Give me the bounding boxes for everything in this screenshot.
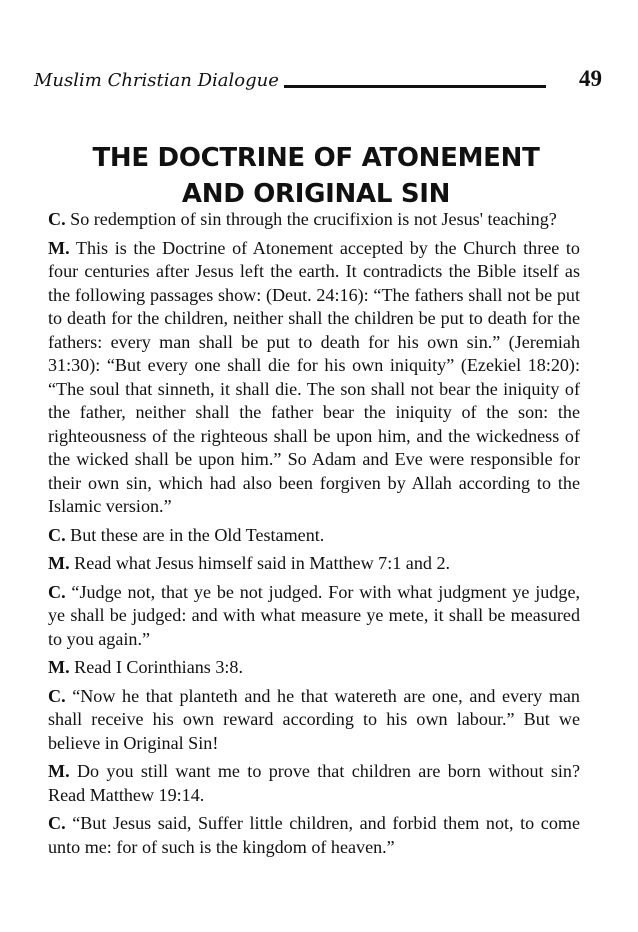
paragraph-text: So redemption of sin through the crucifixion is not Jesus' teaching? — [70, 209, 557, 229]
chapter-title-line-1: THE DOCTRINE OF ATONEMENT — [92, 143, 540, 173]
running-header — [34, 66, 602, 94]
page-number: 49 — [579, 66, 602, 91]
speaker-label: M. — [48, 237, 70, 258]
dialogue-paragraph — [48, 581, 580, 652]
paragraph-text: Do you still want me to prove that children are born without sin? Read Matthew 19:14. — [48, 761, 580, 805]
speaker-label: C. — [48, 524, 66, 545]
speaker-label: M. — [48, 761, 70, 781]
speaker-label: C. — [48, 685, 66, 706]
chapter-title — [40, 140, 592, 212]
paragraph-text: Read what Jesus himself said in Matthew 7:1 and 2. — [74, 553, 451, 573]
chapter-title-line-2: AND ORIGINAL SIN — [181, 179, 451, 209]
dialogue-paragraph — [48, 812, 580, 859]
speaker-label: C. — [48, 813, 66, 833]
dialogue-paragraph — [48, 685, 580, 756]
paragraph-text: Read I Corinthians 3:8. — [74, 657, 243, 677]
paragraph-text: But these are in the Old Testament. — [70, 524, 325, 545]
dialogue-paragraph — [48, 656, 580, 680]
dialogue-paragraph — [48, 208, 580, 232]
paragraph-text: “Judge not, that ye be not judged. For with what judgment ye judge, ye shall be judged: and with what measure ye mete, it shall be measured to you again.” — [48, 581, 580, 649]
header-rule — [284, 85, 546, 88]
dialogue-body — [48, 208, 580, 864]
dialogue-paragraph — [48, 760, 580, 807]
paragraph-text: This is the Doctrine of Atonement accepted by the Church three to four centuries after Jesus left the earth. It contradicts the Bible itself as the following passages show: (Deut. 24:16): “The fathers shall not be put to death for the children, neither shall the children be put to death for the fathers: every man shall be put to death for his own sin.” (Jeremiah 31:30): “But every one shall die for his own iniquity” (Ezekiel 18:20): “The soul that sinneth, it shall die. The son shall not bear the iniquity of the father, neither shall the father bear the iniquity of the son: the righteousness of the righteous shall be upon him, and the wickedness of the wicked shall be upon him.” So Adam and Eve were responsible for their own sin, which had also been forgiven by Allah according to the Islamic version.” — [48, 237, 580, 516]
speaker-label: C. — [48, 209, 66, 229]
speaker-label: M. — [48, 553, 70, 573]
paragraph-text: “Now he that planteth and he that watereth are one, and every man shall receive his own reward according to his own labour.” But we believe in Original Sin! — [48, 685, 580, 753]
running-title: Muslim Christian Dialogue — [34, 70, 279, 91]
speaker-label: C. — [48, 581, 66, 602]
dialogue-paragraph — [48, 552, 580, 576]
dialogue-paragraph — [48, 524, 580, 548]
dialogue-paragraph — [48, 237, 580, 519]
speaker-label: M. — [48, 657, 70, 677]
paragraph-text: “But Jesus said, Suffer little children, and forbid them not, to come unto me: for of such is the kingdom of heaven.” — [48, 813, 580, 857]
